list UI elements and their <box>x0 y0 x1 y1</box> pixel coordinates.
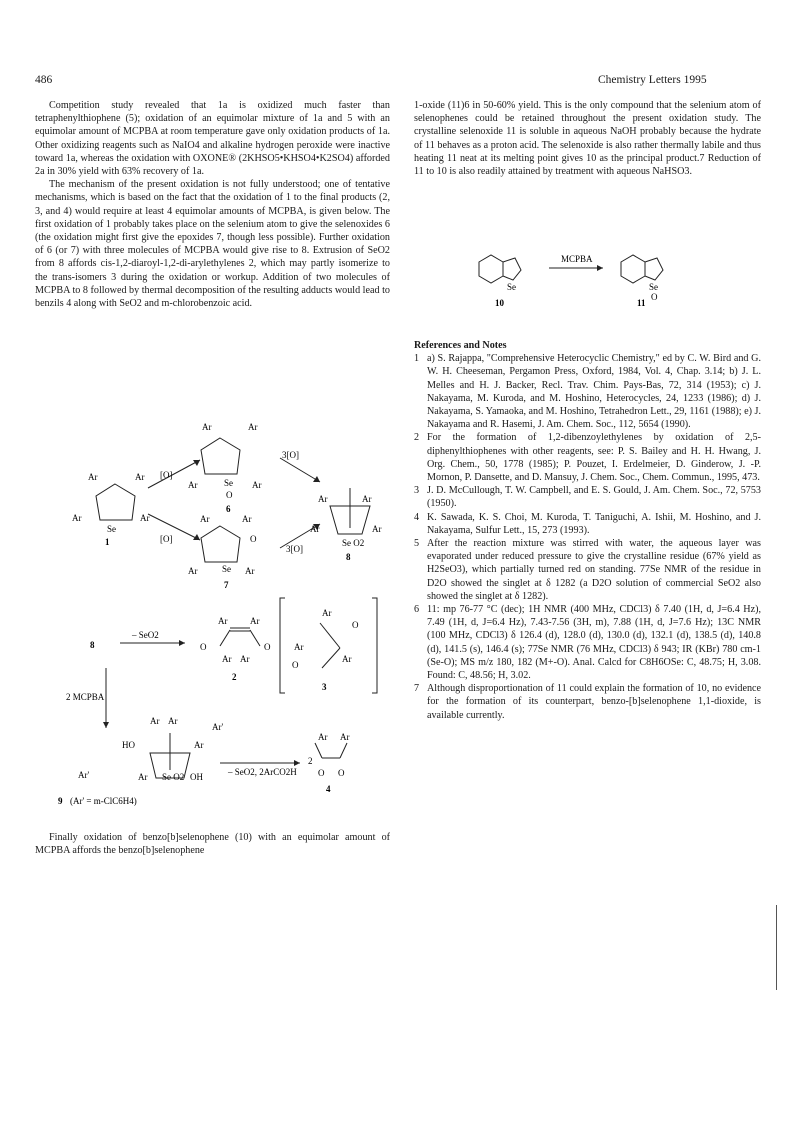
references-section <box>414 333 761 722</box>
ar-label: Ar <box>188 566 198 576</box>
paragraph-mechanism: The mechanism of the present oxidation is not fully understood; one of tentative mechanisms, which is based on the fact that the oxidation of 1 to the final products (2, 3, and 4) would require at least 4 equimolar amounts of MCPBA, is given below. The first oxidation of 1 probably takes place on the selenium atom to give the selenoxides 6 (the oxidation might first give the epoxides 7, though less possible). Further oxidation of 6 (or 7) with three molecules of MCPBA would give rise to 8. Extrusion of SeO2 from 8 affords cis-1,2-diaroyl-1,2-di-arylethylenes 2, which may partly isomerize to the trans-isomers 3 during the oxidation or workup. Addition of two molecules of MCPBA to 8 followed by thermal decomposition of the resulting adducts would lead to benzils 4 along with SeO2 and m-chlorobenzoic acid. <box>35 179 390 310</box>
reference-text: After the reaction mixture was stirred with water, the aqueous layer was evaporated under reduced pressure to give the crystalline residue (67% yield as H2SeO3), which partially turned red on standing. 77Se NMR of the residue in D2O showed the singlet at δ 1282 (a D2O solution of commercial SeO2 also showed the singlet at δ 1282). <box>427 538 761 602</box>
se-label: Se <box>222 564 231 574</box>
journal-name: Chemistry Letters 1995 <box>598 74 707 86</box>
reference-number: 1 <box>414 353 420 365</box>
arrow-6-to-8 <box>280 458 320 482</box>
oxygen-label: O <box>651 292 658 302</box>
oxidant-3-label: 3[O] <box>286 544 303 554</box>
reference-text: For the formation of 1,2-dibenzoylethylenes by oxidation of 2,5-diphenylthiophenes with other reagents, see: P. S. Bailey and H. H. Hwang, J. Org. Chem., 50, 1778 (1985); P. Pouzet, I. Erdelmeier, D. Ginderow, J. -P. Mornon, P. Dansette, and D. Mansuy, J. Chem. Soc., Chem. Commun., 1995, 473. <box>427 432 761 484</box>
ar-label: Ar <box>150 716 160 726</box>
bracket-right <box>372 598 377 693</box>
reference-text: J. D. McCullough, T. W. Campbell, and E. S. Gould, J. Am. Chem. Soc., 72, 5753 (1950). <box>427 485 761 510</box>
oxygen-label: O <box>318 768 325 778</box>
reference-number: 4 <box>414 511 420 523</box>
right-column <box>414 99 761 178</box>
se-label: Se <box>649 282 658 292</box>
page-number: 486 <box>35 74 53 86</box>
ar-label: Ar <box>72 513 82 523</box>
ho-label: HO <box>122 740 135 750</box>
ring-compound-7 <box>201 526 240 562</box>
compound-8-label: 8 <box>90 640 95 650</box>
ar-label: Ar <box>218 616 228 626</box>
ar-label: Ar <box>140 513 150 523</box>
paragraph-selenoxide: 1-oxide (11)6 in 50-60% yield. This is the only compound that the selenium atom of selenophenes could be retained throughout the present oxidation study. The crystalline selenoxide 11 is soluble in aqueous NaOH probably because the hydrate of 11 behaves as a proton acid. The selenoxide is also rather thermally labile and thus heating 11 neat at its melting point gives 10 as the principal product.7 Reduction of 11 to 10 is also readily attained by treatment with aqueous NaHSO3. <box>414 100 761 178</box>
ar-label: Ar <box>310 524 320 534</box>
ar-label: Ar <box>202 422 212 432</box>
ar-label: Ar <box>318 494 328 504</box>
reference-item <box>414 682 761 722</box>
ar-label: Ar <box>222 654 232 664</box>
ring-compound-6 <box>201 438 240 474</box>
ar-label: Ar <box>88 472 98 482</box>
se-label: Se <box>224 478 233 488</box>
ar-label: Ar <box>252 480 262 490</box>
references-title: References and Notes <box>414 340 507 351</box>
reference-item <box>414 352 761 431</box>
seo2-label: Se O2 <box>162 772 185 782</box>
oxidant-label: [O] <box>160 470 173 480</box>
reference-item <box>414 484 761 510</box>
reference-item <box>414 431 761 484</box>
mechanism-scheme <box>60 418 400 813</box>
oxygen-label: O <box>200 642 207 652</box>
bracket-left <box>280 598 285 693</box>
benzene-ring-10 <box>479 255 503 283</box>
compound-8-label: 8 <box>346 552 351 562</box>
ar-label: Ar <box>340 732 350 742</box>
reference-item <box>414 537 761 603</box>
reference-item <box>414 603 761 682</box>
ar-label: Ar <box>250 616 260 626</box>
ar-prime-definition: (Ar' = m-ClC6H4) <box>70 796 137 806</box>
compound-11-label: 11 <box>637 298 646 308</box>
oxidant-3-label: 3[O] <box>282 450 299 460</box>
two-mcpba-label: 2 MCPBA <box>66 692 105 702</box>
ar-label: Ar <box>200 514 210 524</box>
ar-label: Ar <box>372 524 382 534</box>
compound-3-label: 3 <box>322 682 327 692</box>
ar-label: Ar <box>188 480 198 490</box>
compound-7-label: 7 <box>224 580 229 590</box>
se-label: Se <box>107 524 116 534</box>
ar-label: Ar <box>138 772 148 782</box>
ar-prime-label: Ar' <box>212 722 224 732</box>
oxygen-label: O <box>352 620 359 630</box>
selenophene-ring-11 <box>645 258 663 280</box>
oxygen-label: O <box>292 660 299 670</box>
reference-number: 7 <box>414 683 420 695</box>
ar-label: Ar <box>294 642 304 652</box>
left-column <box>35 99 390 310</box>
benzoselenophene-scheme <box>465 244 705 306</box>
oxygen-label: O <box>250 534 257 544</box>
compound-2-label: 2 <box>232 672 237 682</box>
oxygen-label: O <box>264 642 271 652</box>
ar-label: Ar <box>248 422 258 432</box>
left-column-bottom <box>35 831 390 857</box>
ar-label: Ar <box>168 716 178 726</box>
reference-text: K. Sawada, K. S. Choi, M. Kuroda, T. Taniguchi, A. Ishii, M. Hoshino, and J. Nakayama, Sulfur Lett., 15, 273 (1993). <box>427 511 761 536</box>
ring-compound-1 <box>96 484 135 520</box>
compound-6-label: 6 <box>226 504 231 514</box>
oxidant-label: [O] <box>160 534 173 544</box>
minus-seo2-label: – SeO2 <box>132 630 159 640</box>
ar-label: Ar <box>240 654 250 664</box>
reference-text: a) S. Rajappa, "Comprehensive Heterocyclic Chemistry," ed by C. W. Bird and G. W. H. Cheeseman, Pergamon Press, Oxford, 1984, Vol. 4, Chap. 3.14; b) J. L. Melles and H. J. Backer, Recl. Trav. Chim. Pays-Bas, 72, 314 (1953); c) J. Nakayama, M. Kuroda, and M. Hoshino, Heterocycles, 24, 1233 (1986); d) J. Nakayama, S. Yamaoka, and M. Hoshino, Tetrahedron Lett., 29, 1161 (1988); e) J. Nakayama and R. Hasemi, J. Am. Chem. Soc., 112, 5654 (1990). <box>427 353 761 431</box>
ar-label: Ar <box>135 472 145 482</box>
mcpba-label: MCPBA <box>561 254 593 264</box>
reference-number: 5 <box>414 538 420 550</box>
ar-prime-label: Ar' <box>78 770 90 780</box>
ar-label: Ar <box>342 654 352 664</box>
reference-number: 2 <box>414 432 420 444</box>
compound-4-label: 4 <box>326 784 331 794</box>
ar-label: Ar <box>194 740 204 750</box>
compound-1-label: 1 <box>105 537 110 547</box>
scan-edge-mark <box>776 905 777 990</box>
benzene-ring-11 <box>621 255 645 283</box>
selenophene-ring-10 <box>503 258 521 280</box>
ar-label: Ar <box>322 608 332 618</box>
reference-number: 6 <box>414 604 420 616</box>
reference-text: 11: mp 76-77 °C (dec); 1H NMR (400 MHz, CDCl3) δ 7.40 (1H, d, J=6.4 Hz), 7.49 (1H, d, J=6.4 Hz), 7.43-7.56 (3H, m), 7.88 (1H, d, J=7.6 Hz); 13C NMR (100 MHz, CDCl3) δ 126.4 (d), 128.0 (d), 130.0 (d), 132.1 (d), 138.5 (d), 140.8 (d), 141.5 (s), 146.4 (s); 77Se NMR (76 MHz, CDCl3) δ 943; IR (KBr) 780 cm-1 (Se-O); MS m/z 180, 182 (M+-O). Anal. Calcd for C8H6OSe: C, 48.75; H, 3.08. Found: C, 48.56; H, 3.02. <box>427 604 761 682</box>
coefficient-label: 2 <box>308 756 313 766</box>
reference-text: Although disproportionation of 11 could explain the formation of 10, no evidence for the formation of its counterpart, benzo-[b]selenophene 1,1-dioxide, is available currently. <box>427 683 761 721</box>
ar-label: Ar <box>362 494 372 504</box>
ar-label: Ar <box>318 732 328 742</box>
oh-label: OH <box>190 772 203 782</box>
oxygen-label: O <box>338 768 345 778</box>
oxygen-label: O <box>226 490 233 500</box>
ar-label: Ar <box>245 566 255 576</box>
se-label: Se <box>507 282 516 292</box>
compound-10-label: 10 <box>495 298 504 308</box>
minus-seo2-acid-label: – SeO2, 2ArCO2H <box>228 767 297 777</box>
reference-number: 3 <box>414 485 420 497</box>
reference-item <box>414 511 761 537</box>
paragraph-competition: Competition study revealed that 1a is oxidized much faster than tetraphenylthiophene (5); oxidation of an equimolar mixture of 1a and 5 with an equimolar amount of MCPBA at room temperature gave only oxidation products of 1a. Other oxidizing reagents such as NaIO4 and alkaline hydrogen peroxide were inactive toward 1a, whereas the oxidation with OXONE® (2KHSO5•KHSO4•K2SO4) afforded 2a in 30% yield with 63% recovery of 1a. <box>35 100 390 178</box>
ar-label: Ar <box>242 514 252 524</box>
compound-9-label: 9 <box>58 796 63 806</box>
seo2-label: Se O2 <box>342 538 365 548</box>
arrow-1-to-7 <box>148 514 200 540</box>
paragraph-benzoselenophene: Finally oxidation of benzo[b]selenophene (10) with an equimolar amount of MCPBA affords the benzo[b]selenophene <box>35 832 390 857</box>
